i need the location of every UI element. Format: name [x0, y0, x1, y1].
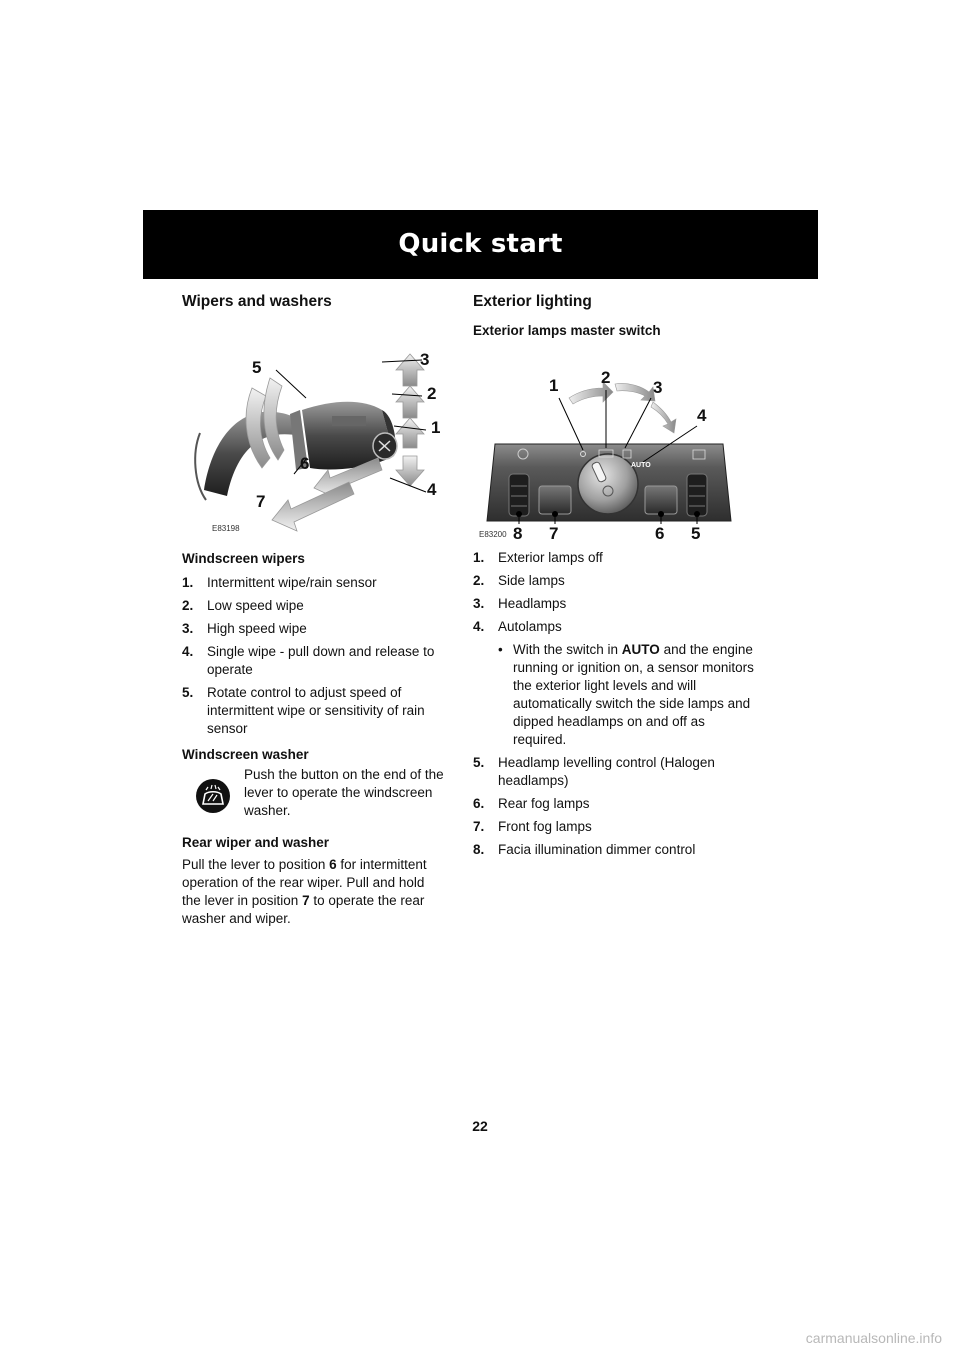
list-item: 2. Low speed wipe — [182, 598, 304, 613]
rear-wiper-text: Pull the lever to position 6 for intermittent operation of the rear wiper. Pull and hold the lever in position 7 to operate the rear washer and wiper. — [182, 857, 427, 926]
list-item: 4. Single wipe - pull down and release to operate — [182, 644, 435, 677]
lamps-figure-code: E83200 — [479, 530, 507, 539]
list-item: 5. Rotate control to adjust speed of intermittent wipe or sensitivity of rain sensor — [182, 685, 425, 736]
watermark: carmanualsonline.info — [805, 1330, 942, 1346]
washer-text: Push the button on the end of the lever to operate the windscreen washer. — [244, 767, 444, 818]
wipers-list — [182, 574, 444, 738]
lamps-callout-2: 2 — [601, 368, 611, 387]
lamps-switch-illustration — [473, 346, 758, 541]
lamps-callout-1: 1 — [549, 376, 559, 395]
lamps-auto-label: AUTO — [631, 462, 651, 469]
list-item: 4. Autolamps • With the switch in AUTO and the engine running or ignition on, a sensor monitors the exterior light levels and will automatically switch the side lamps and dipped headlamps on and off as required. — [473, 618, 758, 749]
list-item: 7. Front fog lamps — [473, 819, 592, 834]
list-item: 5. Headlamp levelling control (Halogen headlamps) — [473, 755, 715, 788]
lighting-section — [473, 292, 758, 864]
wipers-section — [182, 292, 444, 928]
wiper-callout-6: 6 — [300, 454, 310, 473]
washer-heading: Windscreen washer — [182, 747, 309, 762]
wiper-figure-code: E83198 — [212, 524, 240, 533]
lamps-callout-8: 8 — [513, 524, 523, 543]
wiper-callout-3: 3 — [420, 350, 430, 369]
washer-row — [182, 766, 444, 826]
page-header — [143, 210, 818, 279]
wiper-callout-5: 5 — [252, 358, 262, 377]
lamps-callout-5: 5 — [691, 524, 701, 543]
wiper-callout-4: 4 — [427, 480, 437, 499]
page-number: 22 — [472, 1118, 488, 1134]
list-item: 1. Exterior lamps off — [473, 550, 603, 565]
list-item: 2. Side lamps — [473, 573, 565, 588]
lighting-subtitle: Exterior lamps master switch — [473, 323, 661, 338]
lamps-callout-6: 6 — [655, 524, 665, 543]
wiper-callout-7: 7 — [256, 492, 266, 511]
wipers-title: Wipers and washers — [182, 293, 332, 310]
lamps-switch-figure — [473, 346, 758, 541]
list-item: 6. Rear fog lamps — [473, 796, 590, 811]
list-item: 3. Headlamps — [473, 596, 567, 611]
wiper-lever-illustration — [182, 318, 444, 538]
rear-wiper-heading: Rear wiper and washer — [182, 835, 330, 850]
lighting-list — [473, 549, 758, 859]
autolamps-bullet: • With the switch in AUTO and the engine running or ignition on, a sensor monitors the exterior light levels and will automatically switch the side lamps and dipped headlamps on and off as required. — [498, 642, 754, 747]
page-title: Quick start — [398, 229, 563, 259]
wiper-callout-2: 2 — [427, 384, 437, 403]
list-item: 1. Intermittent wipe/rain sensor — [182, 575, 377, 590]
list-item: 3. High speed wipe — [182, 621, 307, 636]
washer-icon — [182, 766, 244, 826]
lamps-callout-4: 4 — [697, 406, 707, 425]
wipers-heading: Windscreen wipers — [182, 551, 305, 566]
lamps-callout-3: 3 — [653, 378, 663, 397]
lamps-callout-7: 7 — [549, 524, 559, 543]
list-item: 8. Facia illumination dimmer control — [473, 842, 696, 857]
lighting-title: Exterior lighting — [473, 293, 592, 310]
wiper-callout-1: 1 — [431, 418, 441, 437]
wiper-lever-figure — [182, 318, 444, 538]
